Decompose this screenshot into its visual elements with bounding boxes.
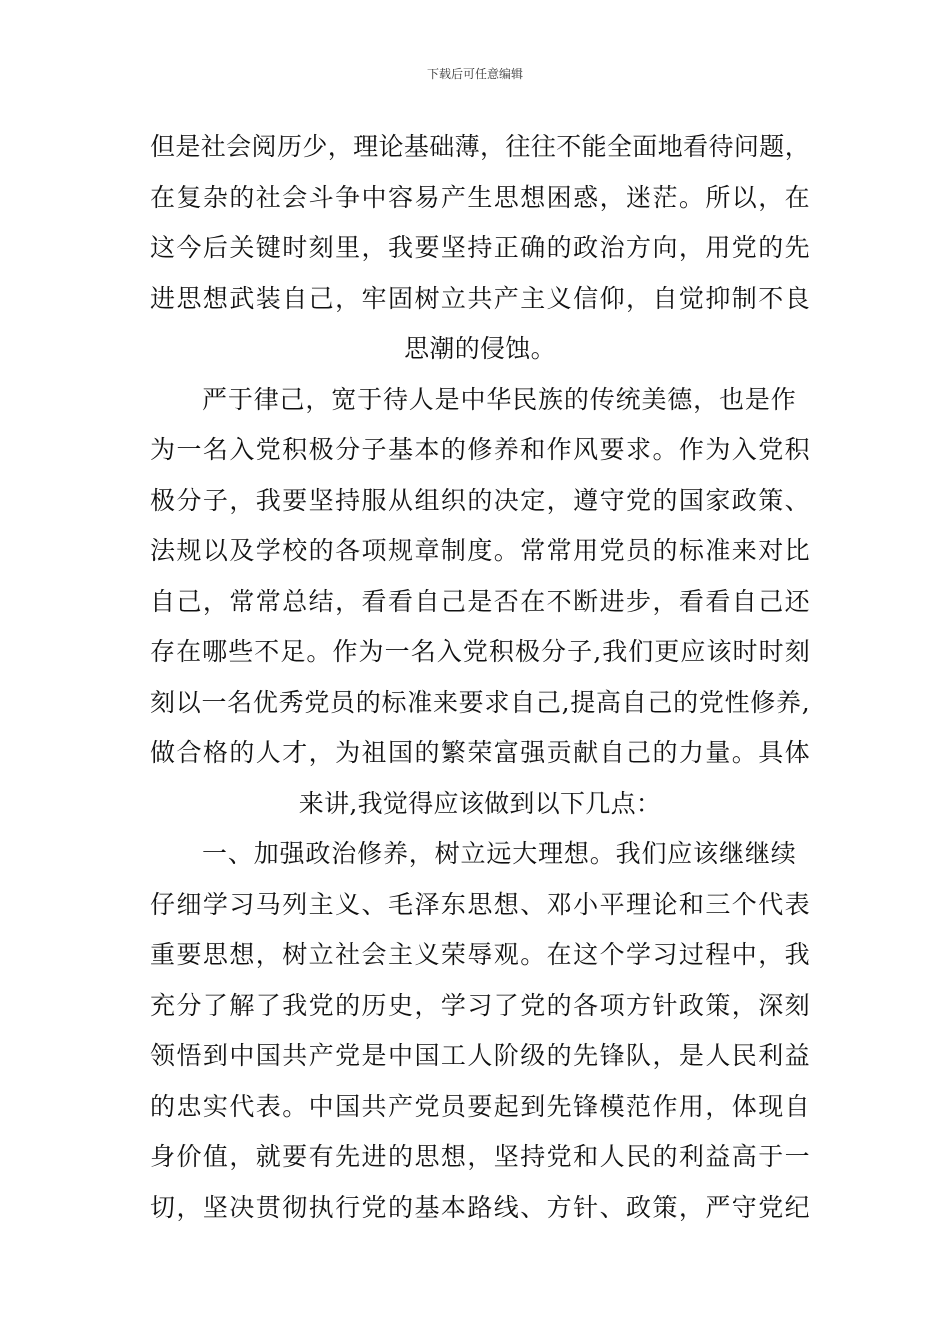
paragraph-start-line: 一、加强政治修养，树立远大理想。我们应该继继续 <box>202 839 796 868</box>
text-line: 领悟到中国共产党是中国工人阶级的先锋队，是人民利益 <box>150 1041 810 1070</box>
paragraph-start-line: 严于律己，宽于待人是中华民族的传统美德，也是作 <box>202 384 796 414</box>
text-line: 充分了解了我党的历史，学习了党的各项方针政策，深刻 <box>150 990 810 1020</box>
text-line: 重要思想，树立社会主义荣辱观。在这个学习过程中，我 <box>150 940 810 969</box>
text-line: 但是社会阅历少，理论基础薄，往往不能全面地看待问题， <box>150 132 810 161</box>
text-line: 存在哪些不足。作为一名入党积极分子,我们更应该时时刻 <box>150 637 810 666</box>
text-line: 切，坚决贯彻执行党的基本路线、方针、政策，严守党纪 <box>150 1192 810 1222</box>
text-line: 在复杂的社会斗争中容易产生思想困惑，迷茫。所以，在 <box>150 182 810 212</box>
text-line: 为一名入党积极分子基本的修养和作风要求。作为入党积 <box>150 435 810 464</box>
text-line: 这今后关键时刻里，我要坚持正确的政治方向，用党的先 <box>150 233 810 262</box>
text-line: 思潮的侵蚀。 <box>404 334 556 363</box>
document-body <box>150 122 810 1233</box>
text-line: 做合格的人才，为祖国的繁荣富强贡献自己的力量。具体 <box>150 738 810 767</box>
text-line: 身价值，就要有先进的思想，坚持党和人民的利益高于一 <box>150 1142 810 1171</box>
text-line: 法规以及学校的各项规章制度。常常用党员的标准来对比 <box>150 536 810 565</box>
text-line: 仔细学习马列主义、毛泽东思想、邓小平理论和三个代表 <box>150 889 810 919</box>
text-line: 自己，常常总结，看看自己是否在不断进步，看看自己还 <box>150 586 810 616</box>
text-line: 极分子，我要坚持服从组织的决定，遵守党的国家政策、 <box>150 485 810 515</box>
page-header: 下载后可任意编辑 <box>426 67 523 81</box>
text-line: 来讲,我觉得应该做到以下几点： <box>298 788 662 818</box>
text-line: 进思想武装自己，牢固树立共产主义信仰，自觉抑制不良 <box>150 283 810 313</box>
text-line: 的忠实代表。中国共产党员要起到先锋模范作用，体现自 <box>150 1091 810 1121</box>
text-line: 刻以一名优秀党员的标准来要求自己,提高自己的党性修养, <box>150 687 810 717</box>
